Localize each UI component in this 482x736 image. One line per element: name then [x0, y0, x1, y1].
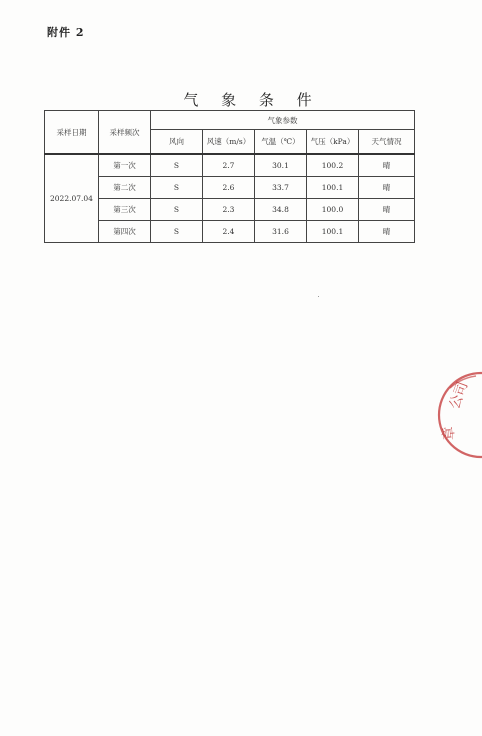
wind-direction-cell: S	[151, 221, 203, 243]
pressure-cell: 100.1	[307, 221, 359, 243]
header-temperature: 气温（℃）	[255, 130, 307, 155]
company-seal-stamp	[436, 370, 482, 460]
wind-speed-cell: 2.3	[203, 199, 255, 221]
page-title: 气 象 条 件	[183, 91, 321, 109]
table-row	[45, 199, 415, 221]
sampling-date-cell: 2022.07.04	[45, 154, 99, 243]
wind-direction-cell: S	[151, 154, 203, 177]
temperature-cell: 30.1	[255, 154, 307, 177]
frequency-cell: 第二次	[99, 177, 151, 199]
temperature-cell: 34.8	[255, 199, 307, 221]
table-row	[45, 177, 415, 199]
wind-speed-cell: 2.4	[203, 221, 255, 243]
frequency-cell: 第一次	[99, 154, 151, 177]
header-sampling-date: 采样日期	[45, 111, 99, 155]
weather-cell: 晴	[359, 154, 415, 177]
pressure-cell: 100.2	[307, 154, 359, 177]
attachment-label: 附件 2	[47, 26, 85, 39]
weather-cell: 晴	[359, 199, 415, 221]
speck	[318, 296, 319, 297]
header-pressure: 气压（kPa）	[307, 130, 359, 155]
weather-cell: 晴	[359, 177, 415, 199]
temperature-cell: 33.7	[255, 177, 307, 199]
temperature-cell: 31.6	[255, 221, 307, 243]
wind-direction-cell: S	[151, 177, 203, 199]
wind-speed-cell: 2.6	[203, 177, 255, 199]
pressure-cell: 100.0	[307, 199, 359, 221]
frequency-cell: 第三次	[99, 199, 151, 221]
header-weather-params: 气象参数	[151, 111, 415, 130]
pressure-cell: 100.1	[307, 177, 359, 199]
table-header-row	[45, 111, 415, 130]
header-wind-speed: 风速（m/s）	[203, 130, 255, 155]
frequency-cell: 第四次	[99, 221, 151, 243]
table-row	[45, 221, 415, 243]
header-weather: 天气情况	[359, 130, 415, 155]
svg-text:章: 章	[440, 425, 458, 442]
weather-table	[44, 110, 415, 243]
svg-text:公司: 公司	[446, 379, 472, 412]
wind-direction-cell: S	[151, 199, 203, 221]
weather-cell: 晴	[359, 221, 415, 243]
header-wind-direction: 风向	[151, 130, 203, 155]
table-row	[45, 154, 415, 177]
header-sampling-frequency: 采样频次	[99, 111, 151, 155]
wind-speed-cell: 2.7	[203, 154, 255, 177]
